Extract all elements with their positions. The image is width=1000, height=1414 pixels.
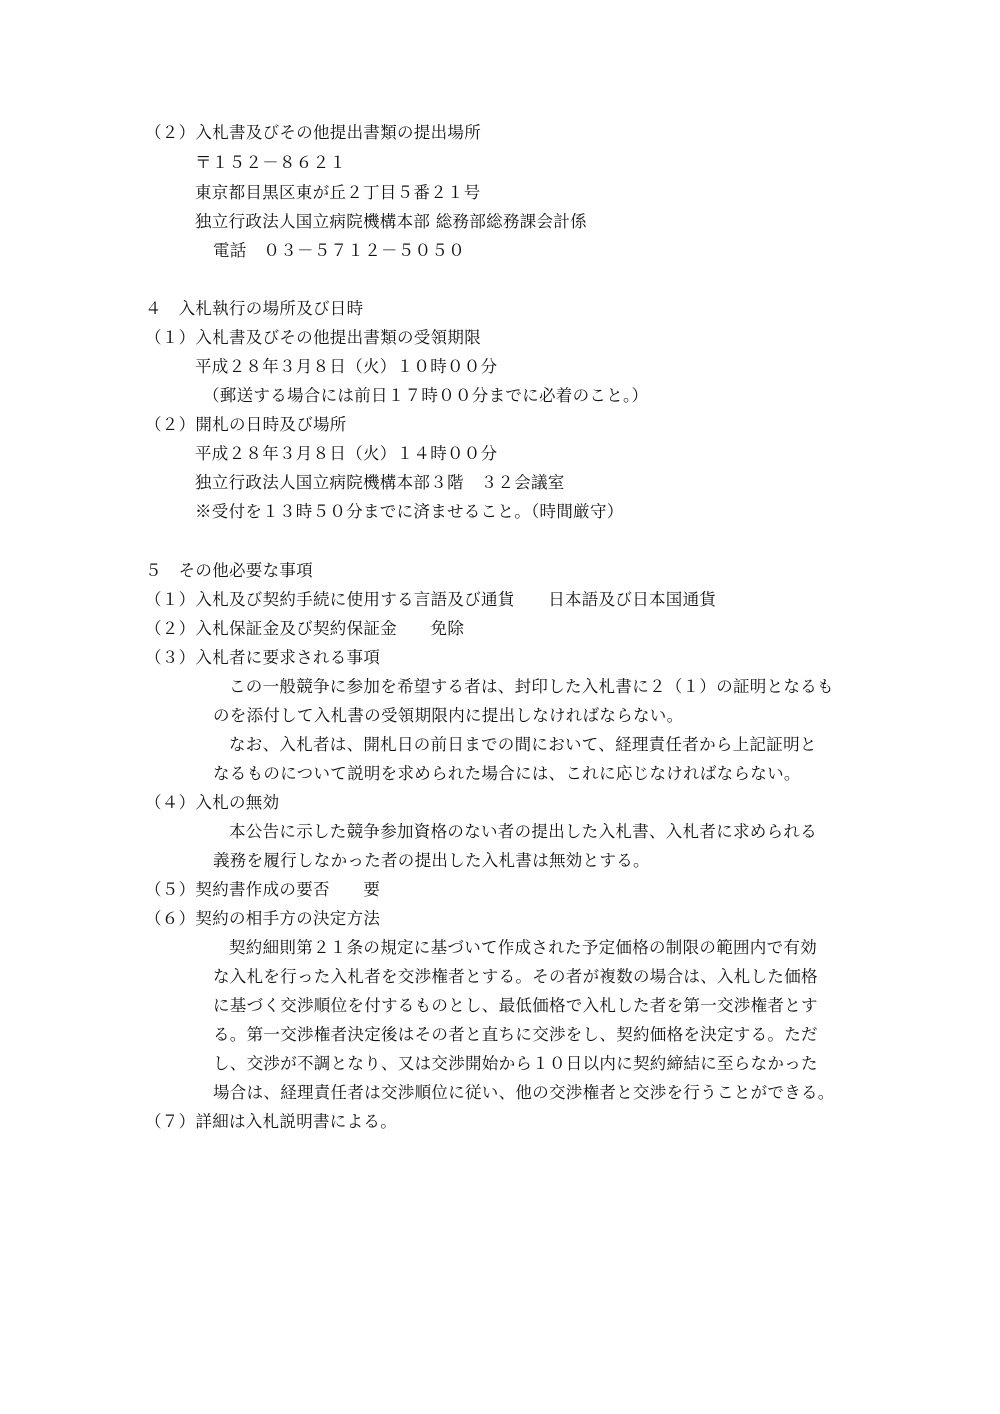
- section-5-heading: ５ その他必要な事項: [145, 561, 313, 580]
- item-3-paragraph-2-line-2: なるものについて説明を求められた場合には、これに応じなければならない。: [213, 764, 801, 783]
- item-6-line-1: 契約細則第２１条の規定に基づいて作成された予定価格の制限の範囲内で有効: [229, 938, 817, 957]
- item-6-line-6: 場合は、経理責任者は交渉順位に従い、他の交渉権者と交渉を行うことができる。: [213, 1083, 835, 1102]
- section-5-item-6-heading: （６）契約の相手方の決定方法: [145, 909, 381, 928]
- item-6-line-3: に基づく交渉順位を付するものとし、最低価格で入札した者を第一交渉権者とす: [213, 996, 818, 1015]
- receipt-deadline: 平成２８年３月８日（火）１０時００分: [195, 357, 498, 376]
- section-4-heading: ４ 入札執行の場所及び日時: [145, 299, 364, 318]
- item-6-line-4: る。第一交渉権者決定後はその者と直ちに交渉をし、契約価格を決定する。ただ: [213, 1025, 818, 1044]
- section-5-item-1: （１）入札及び契約手続に使用する言語及び通貨 日本語及び日本国通貨: [145, 590, 717, 609]
- item-6-line-5: し、交渉が不調となり、又は交渉開始から１０日以内に契約締結に至らなかった: [213, 1054, 818, 1073]
- section-5-item-5: （５）契約書作成の要否 要: [145, 880, 381, 899]
- item-3-paragraph-2-line-1: なお、入札者は、開札日の前日までの間において、経理責任者から上記証明と: [229, 735, 817, 754]
- section-5-item-3-heading: （３）入札者に要求される事項: [145, 648, 381, 667]
- phone-number: 電話 ０３－５７１２－５０５０: [213, 241, 465, 260]
- item-4-line-1: 本公告に示した競争参加資格のない者の提出した入札書、入札者に求められる: [229, 822, 817, 841]
- item-3-paragraph-1-line-2: のを添付して入札書の受領期限内に提出しなければならない。: [213, 706, 684, 725]
- section-5-item-4-heading: （４）入札の無効: [145, 793, 280, 812]
- item-4-line-2: 義務を履行しなかった者の提出した入札書は無効とする。: [213, 851, 650, 870]
- section-4-item-2-heading: （２）開札の日時及び場所: [145, 415, 347, 434]
- section-4-item-1-heading: （１）入札書及びその他提出書類の受領期限: [145, 328, 481, 347]
- section-3-item-2-heading: （２）入札書及びその他提出書類の提出場所: [145, 123, 481, 142]
- item-3-paragraph-1-line-1: この一般競争に参加を希望する者は、封印した入札書に２（１）の証明となるも: [229, 677, 834, 696]
- office-name: 独立行政法人国立病院機構本部 総務部総務課会計係: [195, 212, 587, 231]
- opening-datetime: 平成２８年３月８日（火）１４時００分: [195, 444, 498, 463]
- address: 東京都目黒区東が丘２丁目５番２１号: [195, 183, 481, 202]
- mailing-note: （郵送する場合には前日１７時００分までに必着のこと。）: [203, 386, 649, 405]
- opening-place: 独立行政法人国立病院機構本部３階 ３２会議室: [195, 473, 565, 492]
- reception-note: ※受付を１３時５０分までに済ませること。（時間厳守）: [195, 502, 624, 521]
- section-5-item-2: （２）入札保証金及び契約保証金 免除: [145, 619, 465, 638]
- section-5-item-7: （７）詳細は入札説明書による。: [145, 1112, 397, 1131]
- postal-code: 〒１５２－８６２１: [195, 153, 347, 172]
- item-6-line-2: な入札を行った入札者を交渉権者とする。その者が複数の場合は、入札した価格: [213, 967, 818, 986]
